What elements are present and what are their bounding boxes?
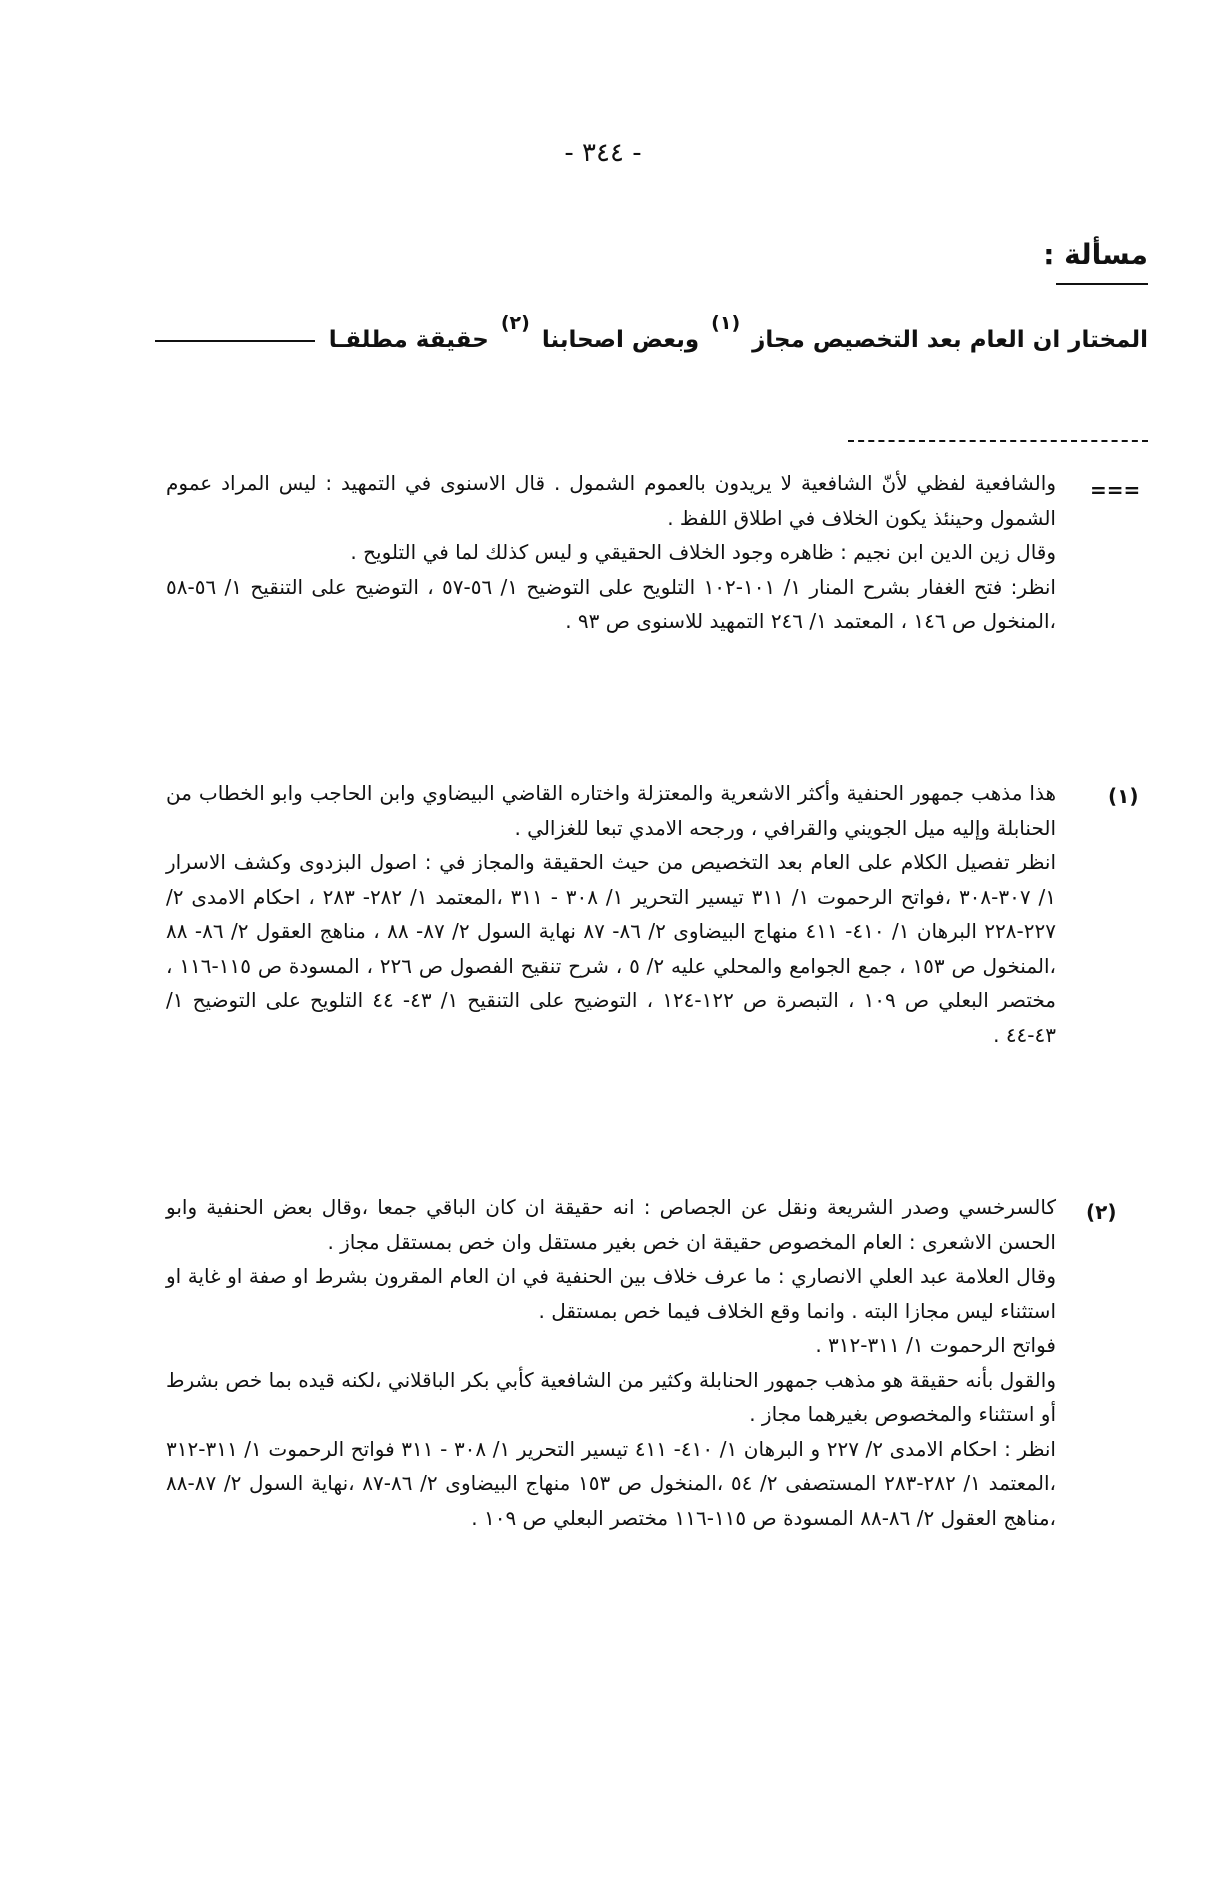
statement-part-1: المختار ان العام بعد التخصيص مجاز [752, 327, 1148, 353]
footnote-paragraph: والشافعية لفظي لأنّ الشافعية لا يريدون بالعموم الشمول . قال الاسنوى في التمهيد : ليس المراد عموم الشمول وحينئذ يكون الخلاف في اطلاق اللفظ . [166, 471, 1056, 530]
footnote-divider [848, 440, 1148, 442]
footnote-paragraph: وقال العلامة عبد العلي الانصاري : ما عرف خلاف بين الحنفية في ان العام المقرون بشرط او صفة او غاية او استثناء ليس مجازا البته . وانما وقع الخلاف فيما خص بمستقل . [166, 1264, 1056, 1323]
main-statement [148, 312, 1148, 353]
statement-part-2: وبعض اصحابنا [541, 327, 700, 353]
footnote-paragraph: فواتح الرحموت ١/ ٣١١-٣١٢ . [815, 1333, 1056, 1357]
footnote-paragraph: هذا مذهب جمهور الحنفية وأكثر الاشعرية والمعتزلة واختاره القاضي البيضاوي وابن الحاجب وابو الخطاب من الحنابلة وإليه ميل الجويني والقرافي ، ورجحه الامدي تبعا للغزالي . [166, 781, 1056, 840]
footnote-paragraph: كالسرخسي وصدر الشريعة ونقل عن الجصاص : انه حقيقة ان كان الباقي جمعا ،وقال بعض الحنفية وابو الحسن الاشعرى : العام المخصوص حقيقة ان خص بغير مستقل وان خص بمستقل مجاز . [166, 1195, 1056, 1254]
footnote-paragraph: والقول بأنه حقيقة هو مذهب جمهور الحنابلة وكثير من الشافعية كأبي بكر الباقلاني ،لكنه قيده بما خص بشرط أو استثناء والمخصوص بغيرهما مجاز . [166, 1367, 1056, 1426]
footnote-ref-2: (٢) [500, 312, 530, 334]
footnote-marker-continuation: === [1090, 478, 1141, 502]
footnote-paragraph: انظر: فتح الغفار بشرح المنار ١/ ١٠١-١٠٢ التلويح على التوضيح ١/ ٥٦-٥٧ ، التوضيح على التنقيح ١/ ٥٦-٥٨ ،المنخول ص ١٤٦ ، المعتمد ١/ ٢٤٦ التمهيد للاسنوى ص ٩٣ . [166, 574, 1056, 633]
footnote-marker-1: (١) [1108, 784, 1139, 808]
page-number: - ٣٤٤ - [564, 138, 642, 168]
statement-part-3: حقيقة مطلقـا [328, 327, 489, 353]
statement-dash-fill [155, 340, 315, 342]
footnote-marker-2: (٢) [1086, 1200, 1117, 1224]
title-underline [1056, 283, 1148, 285]
footnote-ref-1: (١) [711, 312, 741, 334]
footnote-paragraph: وقال زين الدين ابن نجيم : ظاهره وجود الخلاف الحقيقي و ليس كذلك لما في التلويح . [350, 540, 1056, 564]
footnote-1 [166, 776, 1056, 1052]
footnote-continuation [166, 466, 1056, 639]
footnote-2 [166, 1190, 1056, 1535]
question-title: مسألة : [1043, 238, 1148, 271]
footnote-paragraph: انظر : احكام الامدى ٢/ ٢٢٧ و البرهان ١/ ٤١٠- ٤١١ تيسير التحرير ١/ ٣٠٨ - ٣١١ فواتح الرحموت ١/ ٣١١-٣١٢ ،المعتمد ١/ ٢٨٢-٢٨٣ المستصفى ٢/ ٥٤ ،المنخول ص ١٥٣ منهاج البيضاوى ٢/ ٨٦-٨٧ ،نهاية السول ٢/ ٨٧-٨٨ ،مناهج العقول ٢/ ٨٦-٨٨ المسودة ص ١١٥-١١٦ مختصر البعلي ص ١٠٩ . [166, 1436, 1056, 1530]
footnote-paragraph: انظر تفصيل الكلام على العام بعد التخصيص من حيث الحقيقة والمجاز في : اصول البزدوى وكشف الاسرار ١/ ٣٠٧-٣٠٨ ،فواتح الرحموت ١/ ٣١١ تيسير التحرير ١/ ٣٠٨ - ٣١١ ،المعتمد ١/ ٢٨٢- ٢٨٣ ، احكام الامدى ٢/ ٢٢٧-٢٢٨ البرهان ١/ ٤١٠- ٤١١ منهاج البيضاوى ٢/ ٨٦- ٨٧ نهاية السول ٢/ ٨٧- ٨٨ ، مناهج العقول ٢/ ٨٦- ٨٨ ،المنخول ص ١٥٣ ، جمع الجوامع والمحلي عليه ٢/ ٥ ، شرح تنقيح الفصول ص ٢٢٦ ، المسودة ص ١١٥-١١٦ ، مختصر البعلي ص ١٠٩ ، التبصرة ص ١٢٢-١٢٤ ، التوضيح على التنقيح ١/ ٤٣- ٤٤ التلويح على التوضيح ١/ ٤٣-٤٤ . [166, 850, 1057, 1047]
